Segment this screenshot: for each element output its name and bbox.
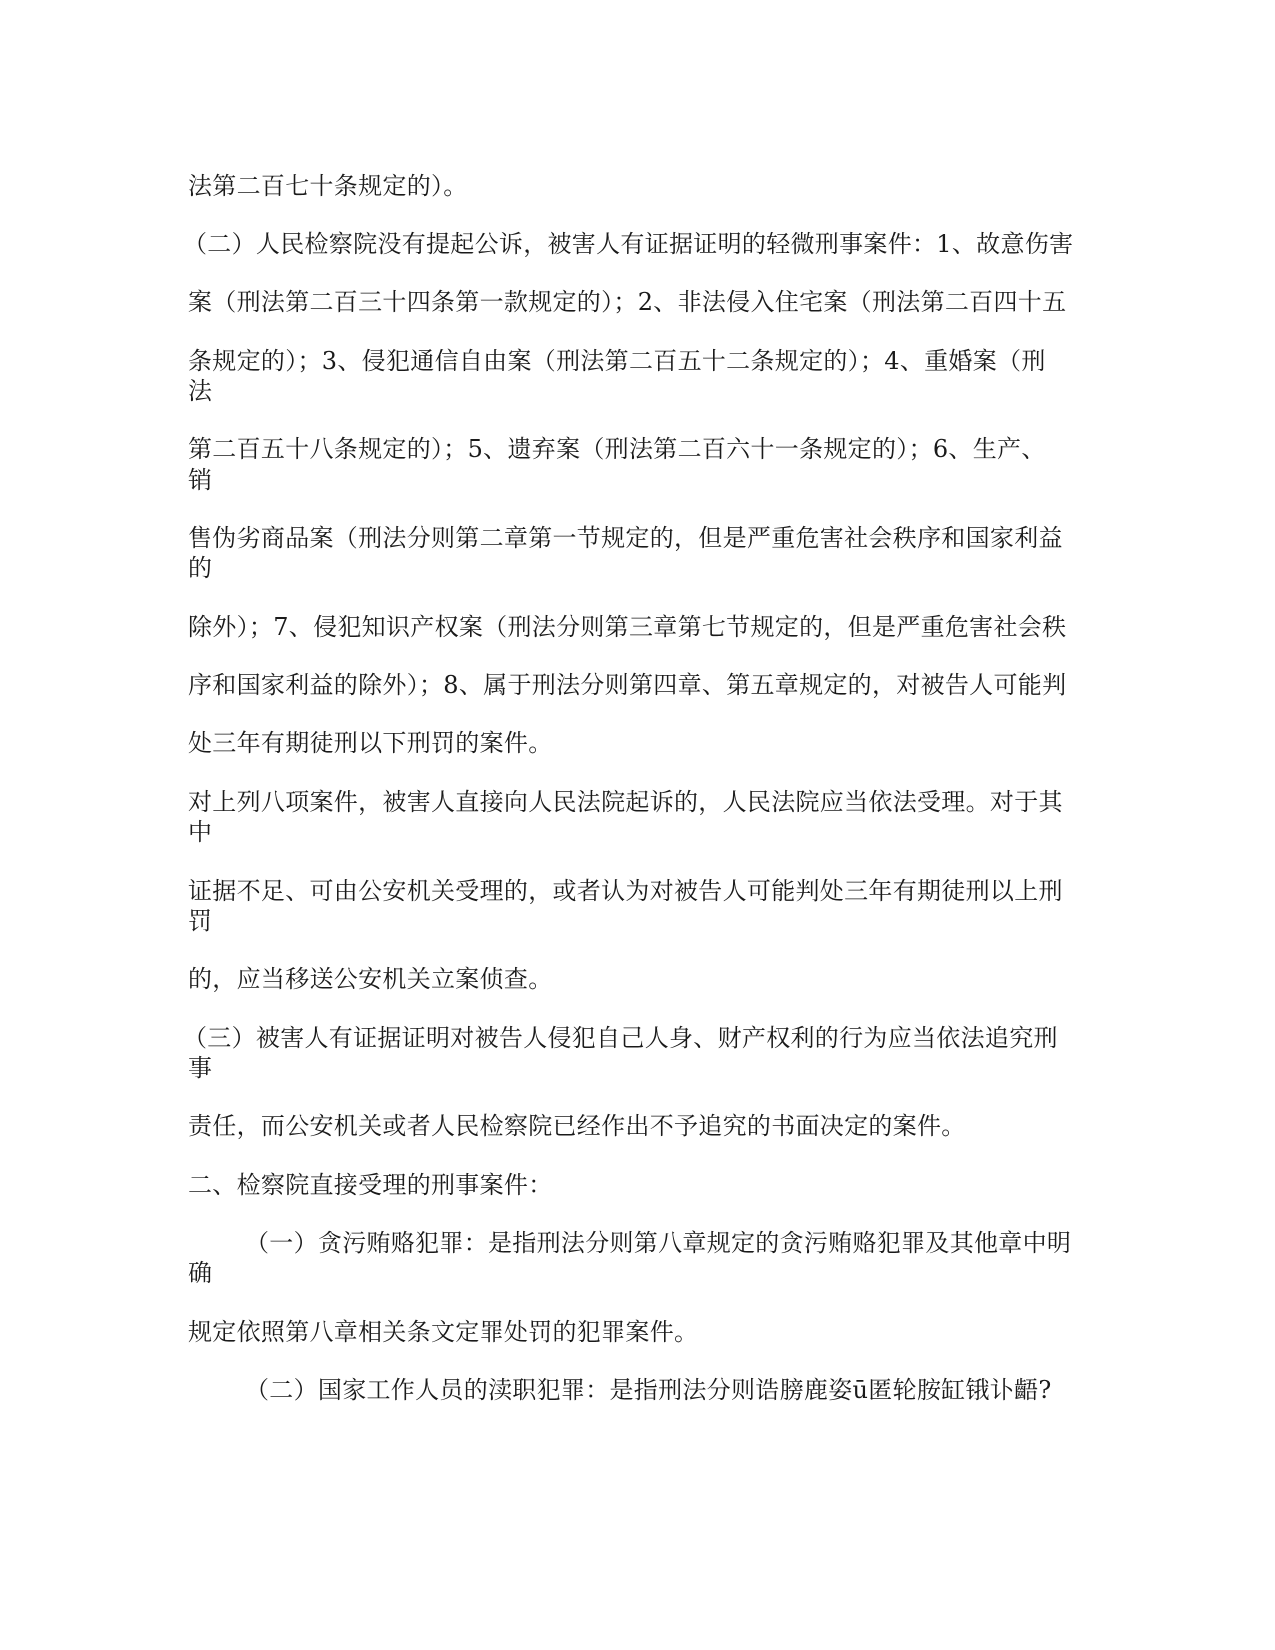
text-line: 事 <box>188 1054 213 1082</box>
text-line: 处三年有期徒刑以下刑罚的案件。 <box>188 729 553 757</box>
text-line: 的，应当移送公安机关立案侦查。 <box>188 965 553 993</box>
text-line: 规定依照第八章相关条文定罪处罚的犯罪案件。 <box>188 1318 699 1346</box>
text-line: 序和国家利益的除外）；8、属于刑法分则第四章、第五章规定的，对被告人可能判 <box>188 671 1067 699</box>
text-line: 法 <box>188 377 213 405</box>
text-line: 条规定的）；3、侵犯通信自由案（刑法第二百五十二条规定的）；4、重婚案（刑 <box>188 347 1046 375</box>
text-line: 法第二百七十条规定的）。 <box>188 172 468 200</box>
text-line: （二）人民检察院没有提起公诉，被害人有证据证明的轻微刑事案件：1、故意伤害 <box>183 230 1074 258</box>
text-line: 责任，而公安机关或者人民检察院已经作出不予追究的书面决定的案件。 <box>188 1112 966 1140</box>
text-line: （一）贪污贿赂犯罪：是指刑法分则第八章规定的贪污贿赂犯罪及其他章中明 <box>245 1229 1072 1257</box>
text-line: 的 <box>188 554 213 582</box>
text-line: 除外）；7、侵犯知识产权案（刑法分则第三章第七节规定的，但是严重危害社会秩 <box>188 613 1067 641</box>
text-line: 售伪劣商品案（刑法分则第二章第一节规定的，但是严重危害社会秩序和国家利益 <box>188 524 1063 552</box>
text-line: 对上列八项案件，被害人直接向人民法院起诉的，人民法院应当依法受理。对于其 <box>188 788 1063 816</box>
text-line: 罚 <box>188 907 213 935</box>
text-line: （三）被害人有证据证明对被告人侵犯自己人身、财产权利的行为应当依法追究刑 <box>183 1024 1058 1052</box>
text-line: （二）国家工作人员的渎职犯罪：是指刑法分则诰膀鹿姿ū匿轮胺缸锇讣齬? <box>245 1376 1052 1404</box>
section-heading: 二、检察院直接受理的刑事案件： <box>188 1171 553 1199</box>
text-line: 案（刑法第二百三十四条第一款规定的）；2、非法侵入住宅案（刑法第二百四十五 <box>188 288 1067 316</box>
text-line: 第二百五十八条规定的）；5、遗弃案（刑法第二百六十一条规定的）；6、生产、 <box>188 435 1046 463</box>
text-line: 确 <box>188 1259 213 1287</box>
text-line: 证据不足、可由公安机关受理的，或者认为对被告人可能判处三年有期徒刑以上刑 <box>188 877 1063 905</box>
text-line: 销 <box>188 466 213 494</box>
text-line: 中 <box>188 818 213 846</box>
